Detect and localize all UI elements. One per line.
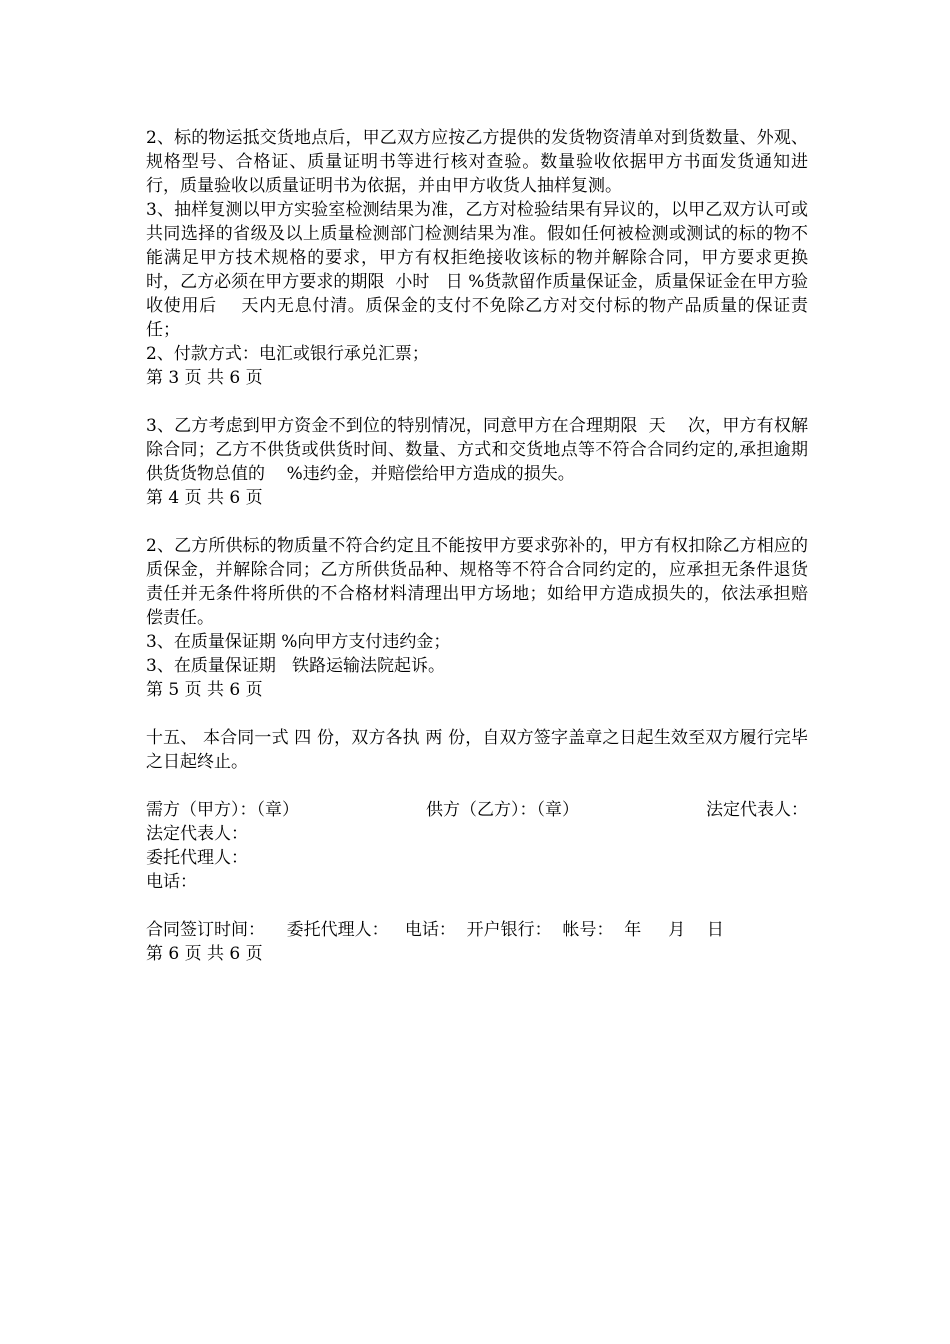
legal-rep-label: 法定代表人： bbox=[706, 800, 808, 820]
paragraph-warranty-court: 3、在质量保证期 铁路运输法院起诉。 bbox=[146, 656, 446, 676]
paragraph-funding: 3、乙方考虑到甲方资金不到位的特别情况，同意甲方在合理期限 天 次，甲方有权解除合同；乙方不供货或供货时间、数量、方式和交货地点等不符合合同约定的,承担逾期供货货物总值的 %违约金，并赔偿给甲方造成的损失。 bbox=[146, 416, 808, 484]
section-page-3 bbox=[146, 126, 808, 390]
paragraph-payment-method: 2、付款方式：电汇或银行承兑汇票； bbox=[146, 344, 429, 364]
section-gap bbox=[146, 894, 808, 918]
document-page bbox=[146, 126, 808, 966]
signature-line-legal-rep: 法定代表人： bbox=[146, 824, 248, 844]
page-footer: 第 6 页 共 6 页 bbox=[146, 944, 263, 964]
section-page-6 bbox=[146, 726, 808, 966]
section-page-4 bbox=[146, 414, 808, 510]
paragraph-inspection: 2、标的物运抵交货地点后，甲乙双方应按乙方提供的发货物资清单对到货数量、外观、规格型号、合格证、质量证明书等进行核对查验。数量验收依据甲方书面发货通知进行，质量验收以质量证明书为依据，并由甲方收货人抽样复测。 bbox=[146, 128, 808, 196]
signature-line-phone: 电话： bbox=[146, 872, 197, 892]
signature-row bbox=[146, 798, 808, 822]
paragraph-quality-breach: 2、乙方所供标的物质量不符合约定且不能按甲方要求弥补的，甲方有权扣除乙方相应的质保金，并解除合同；乙方所供货品种、规格等不符合合同约定的，应承担无条件退货责任并无条件将所供的不合格材料清理出甲方场地；如给甲方造成损失的，依法承担赔偿责任。 bbox=[146, 536, 808, 628]
section-gap bbox=[146, 702, 808, 726]
section-gap bbox=[146, 510, 808, 534]
party-a-label: 需方（甲方）：（章） bbox=[146, 800, 299, 820]
paragraph-warranty-penalty: 3、在质量保证期 %向甲方支付违约金； bbox=[146, 632, 451, 652]
party-b-label: 供方（乙方）：（章） bbox=[426, 800, 579, 820]
paragraph-retest: 3、抽样复测以甲方实验室检测结果为准，乙方对检验结果有异议的，以甲乙双方认可或共同选择的省级及以上质量检测部门检测结果为准。假如任何被检测或测试的标的物不能满足甲方技术规格的要求，甲方有权拒绝接收该标的物并解除合同，甲方要求更换时，乙方必须在甲方要求的期限 小时 日 %货款留作质量保证金，质量保证金在甲方验收使用后 天内无息付清。质保金的支付不免除乙方对交付标的物产品质量的保证责任； bbox=[146, 200, 808, 340]
page-footer: 第 3 页 共 6 页 bbox=[146, 368, 263, 388]
signature-line-agent: 委托代理人： bbox=[146, 848, 248, 868]
contract-signing-line: 合同签订时间： 委托代理人： 电话： 开户银行： 帐号： 年 月 日 bbox=[146, 920, 724, 940]
section-page-5 bbox=[146, 534, 808, 702]
page-footer: 第 5 页 共 6 页 bbox=[146, 680, 263, 700]
page-footer: 第 4 页 共 6 页 bbox=[146, 488, 263, 508]
section-gap bbox=[146, 774, 808, 798]
paragraph-copies-clause: 十五、 本合同一式 四 份，双方各执 两 份，自双方签字盖章之日起生效至双方履行完毕之日起终止。 bbox=[146, 728, 808, 772]
section-gap bbox=[146, 390, 808, 414]
